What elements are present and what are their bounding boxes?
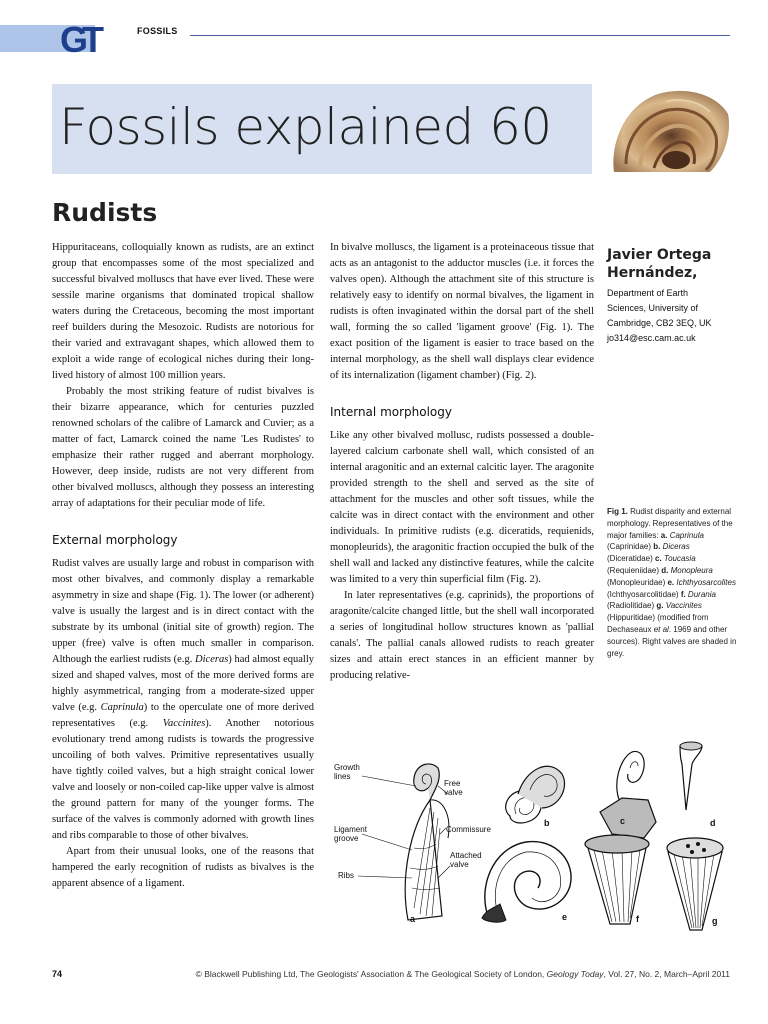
paragraph: In later representatives (e.g. caprinids), the proportions of aragonite/calcite changed little, but the shell wall incorporated a series of longitudinal hollow structures known as 'pallial canals'. The pallial canals allowed rudists to reach greater sizes and attain erect stances in an efficient manner by producing relative- xyxy=(330,590,594,681)
paragraph: In bivalve molluscs, the ligament is a proteinaceous tissue that acts as an antagonist to the adductor muscles (i.e. it forces the valves open). Although the attachment site of this structure is relatively easy to identify on normal bivalves, the ligament in rudists is often invaginated within the dorsal part of the shell wall, forming the so called 'ligament groove' (Fig. 1). The exact position of the ligament is easier to trace based on the internal morphology, as the shell wall displays clear evidence of its internalization (ligament chamber) (Fig. 2). xyxy=(330,242,594,381)
caption-fragment: . 1969 and other sources). Right valves are shaded in grey. xyxy=(607,624,737,658)
label-a: a xyxy=(410,914,416,924)
caption-fragment: Ichthyosarcolites xyxy=(674,577,736,587)
caption-fragment: Rudist disparity and external morphology. Representatives of the major families: xyxy=(607,507,733,540)
label-attached-valve-2: valve xyxy=(450,860,469,869)
page-title: Fossils explained 60 xyxy=(59,98,552,156)
left-column xyxy=(52,240,314,892)
section-heading-internal-morphology: Internal morphology xyxy=(330,405,452,419)
figure-1-illustration xyxy=(330,738,740,938)
label-ligament-groove-1: Ligament xyxy=(334,825,367,834)
header-divider xyxy=(190,35,730,36)
label-growth-lines-1: Growth xyxy=(334,763,360,772)
fossil-d-monopleura xyxy=(680,742,702,810)
caption-fragment: b. xyxy=(653,542,661,552)
caption-fragment: g. xyxy=(656,601,664,611)
fossil-b-diceras xyxy=(506,766,565,823)
label-e: e xyxy=(562,912,568,922)
caption-fragment: c. xyxy=(655,554,662,564)
caption-fragment: (Requieniidae) xyxy=(607,565,662,575)
fossil-f-durania xyxy=(585,835,649,924)
caption-fragment: e. xyxy=(667,577,675,587)
label-growth-lines-2: lines xyxy=(334,772,351,781)
caption-fragment: (Monopleuridae) xyxy=(607,577,668,587)
caption-fragment: Toucasia xyxy=(661,554,696,564)
section-heading-external-morphology: External morphology xyxy=(52,533,178,547)
caption-fragment: et al xyxy=(653,624,669,634)
caption-fragment: Vaccinites xyxy=(663,601,702,611)
caption-fragment: Monopleura xyxy=(668,565,713,575)
figure-caption: Fig 1. Rudist disparity and external morphology. Representatives of the major families: a. Caprinula (Caprinidae) b. Diceras (Diceratidae) c. Toucasia (Requieniidae) d. Monopleura (Monopleuridae) e. Ichthyosarcolites (Ichthyosarcolitidae) f. Durania (Radiolitidae) g. Vaccinites (Hippuritidae) (modified from Dechaseaux et al. 1969 and other sources). Right valves are shaded in grey. xyxy=(607,507,737,658)
caption-fragment: (Ichthyosarcolitidae) xyxy=(607,589,681,599)
label-ligament-groove-2: groove xyxy=(334,834,359,843)
paragraph: Apart from their unusual looks, one of the reasons that hampered the early recognition of rudists as bivalves is the apparent absence of a ligament. xyxy=(52,846,314,889)
caption-fragment: Caprinula xyxy=(667,530,704,540)
middle-column xyxy=(330,240,594,684)
caption-fragment: Durania xyxy=(685,589,716,599)
caption-fragment: (Hippuritidae) (modified from Dechaseaux xyxy=(607,613,709,634)
caption-fragment: (Diceratidae) xyxy=(607,554,656,564)
fossil-photo xyxy=(606,84,732,176)
label-g: g xyxy=(712,916,718,926)
author-name: Javier Ortega Hernández, xyxy=(607,247,712,281)
caption-fragment: (Radiolitidae) xyxy=(607,601,657,611)
label-commissure: Commissure xyxy=(446,825,491,834)
paragraph: Hippuritaceans, colloquially known as rudists, are an extinct group that encompasses some of the most specialized and successful bivalved molluscs that have ever lived. These were sessile marine organisms that dominated tropical shallow waters during the Cretaceous, becoming the most important reef builders during the Mesozoic. Rudists are notorious for their varied and extravagant shapes, which allowed them to exploit a wide range of ecological niches during their long-lived history of almost 100 million years. xyxy=(52,242,314,381)
label-b: b xyxy=(544,818,550,828)
label-d: d xyxy=(710,818,716,828)
caption-fragment: (Caprinidae) xyxy=(607,542,654,552)
section-label: FOSSILS xyxy=(137,26,178,36)
label-c: c xyxy=(620,816,626,826)
label-free-valve-2: valve xyxy=(444,788,463,797)
footer-copyright: © Blackwell Publishing Ltd, The Geologists' Association & The Geological Society of London, Geology Today, Vol. 27, No. 2, March–April 2011 xyxy=(195,969,730,979)
fossil-c-toucasia xyxy=(600,751,656,838)
fossil-e-ichthyosarcolites xyxy=(482,842,571,923)
caption-fragment: f. xyxy=(680,589,686,599)
page-number: 74 xyxy=(52,969,63,979)
paragraph: Probably the most striking feature of rudist bivalves is their bizarre appearance, which for centuries puzzled renowned scholars of the calibre of Lamarck and Cuvier; as a matter of fact, Lamarck coined the name 'Les Rudistes' to emphasize their rather rugged and aberrant morphology. However, deep inside, rudists are not very different from other bivalved molluscs, although they possess an interesting array of adaptations for their peculiar mode of life. xyxy=(52,386,314,509)
paragraph: Rudist valves are usually large and robust in comparison with most other bivalves, and commonly display a remarkable asymmetry in size and shape (Fig. 1). The lower (or adherent) valve is usually the largest and is in direct contact with the substrate by its umbonal (initial site of growth) region. The upper (free) valve is often much smaller in comparison. Although the earliest rudists (e.g. Diceras) had almost equally sized and shaped valves, most of the more derived forms are highly asymmetrical, ranging from a moderate-sized upper valve (e.g. Caprinula) to the operculate one of more derived representatives (e.g. Vaccinites). Another notorious evolutionary trend among rudists is towards the progressive uncoiling of both valves. Primitive representatives usually have tightly coiled valves, but a high straight conical lower valve and loosely or non-coiled cap-like upper valve is almost the ground pattern for many of the younger forms. The surface of the valves is commonly adorned with growth lines and ribs comparable to those of other bivalves. xyxy=(52,558,314,841)
label-ribs: Ribs xyxy=(338,871,355,880)
paragraph: Like any other bivalved mollusc, rudists possessed a double-layered calcium carbonate shell wall, which consisted of an internal aragonitic and an external calcitic layer. The aragonite provided strength to the shell and served as the site of attachment for the muscles and other soft tissues, while the calcite was in direct contact with the environment and other individuals. In primitive rudists (e.g. diceratids, requienids, monopleurids), the aragonitic fraction occupied the bulk of the shell wall and lacked any distinctive features, while the calcite was limited to a very thin superficial film (Fig. 2). xyxy=(330,430,594,585)
label-attached-valve-1: Attached xyxy=(450,851,482,860)
label-f: f xyxy=(636,914,639,924)
caption-fragment: a. xyxy=(660,530,668,540)
fossil-a-caprinula xyxy=(405,764,449,920)
caption-fragment: Diceras xyxy=(660,542,690,552)
article-title: Rudists xyxy=(52,198,158,227)
label-free-valve-1: Free xyxy=(444,779,461,788)
caption-fragment: d. xyxy=(661,565,669,575)
author-affiliation: Department of Earth Sciences, University of Cambridge, CB2 3EQ, UK jo314@esc.cam.ac.uk xyxy=(607,288,712,343)
journal-logo: GT xyxy=(60,19,98,60)
